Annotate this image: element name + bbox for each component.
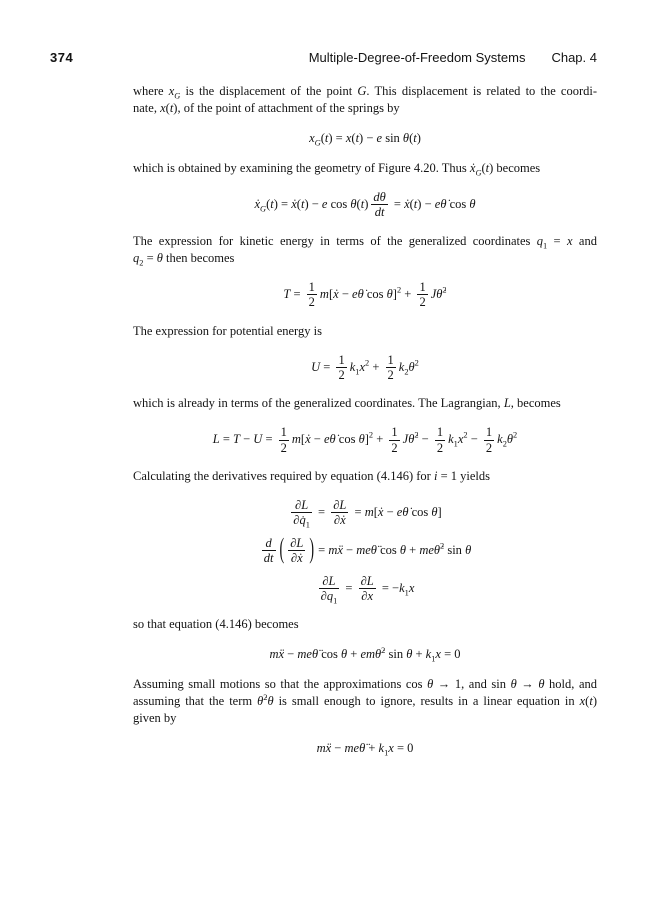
- text-line: Assuming small motions so that the approximations cos θ → 1, and sin θ → θ hold, and: [133, 677, 598, 692]
- text-line: assuming that the term θ̇$^2$θ is small enough to ignore, results in a linear equation in x(t): [133, 693, 597, 709]
- equation-motion-linear: mẍ − meθ̈ + $k_1x = 0$: [316, 741, 414, 758]
- header-right: [309, 50, 597, 65]
- equation-lagrangian: L = T − U = $\frac{1}{2}$ m[ẋ − eθ̇ cos θ]$^2$ + $\frac{1}{2}$ Jθ̇$^2$ − $\frac{1}{2}$ $k_1x^2$ − $\frac{1}{2}$ $k_2\theta^2$: [212, 425, 518, 455]
- equation-dL-dqdot: $\frac{\partial L}{\partial q̇_1}$ = $\frac{\partial L}{\text{∂ẋ}}$ = m[ẋ − eθ̇ cos θ]: [293, 498, 442, 530]
- paragraph-small-motions: [133, 676, 597, 727]
- paragraph-displacement: [133, 83, 597, 117]
- paragraph-derivatives: Calculating the derivatives required by equation (4.146) for i = 1 yields: [133, 469, 490, 483]
- running-title: Multiple-Degree-of-Freedom Systems: [308, 50, 526, 65]
- paragraph-lagrangian: which is already in terms of the generalized coordinates. The Lagrangian, L, becomes: [133, 396, 561, 411]
- chapter-label: Chap. 4: [551, 50, 597, 65]
- page-content: [133, 83, 597, 757]
- equation-ddt-dL-dxdot: $\frac{d}{dt}$ ( $\frac{\partial L}{\text{∂ẋ}}$ ) = mẍ − meθ̈ cos θ + meθ̇$^2$ sin θ: [263, 535, 472, 566]
- paragraph-eq-becomes: so that equation (4.146) becomes: [133, 617, 299, 632]
- text-line: given by: [133, 711, 177, 726]
- text-line: The expression for kinetic energy in terms of the generalized coordinates $q_1 = x$ and: [133, 233, 597, 251]
- equation-dL-dq: $\frac{\partial L}{\partial q_1}$ = $\frac{\partial L}{\partial x}$ = $-k_1x$: [320, 573, 415, 606]
- text-line: nate, x(t), of the point of attachment of the springs by: [133, 101, 400, 115]
- paragraph-kinetic-energy: [133, 233, 597, 267]
- text-line: where $x_G$ is the displacement of the point G. This displacement is related to the coordi-: [133, 84, 597, 101]
- paragraph-geometry: which is obtained by examining the geometry of Figure 4.20. Thus ẋ$_G$(t) becomes: [133, 161, 541, 178]
- paragraph-potential-energy: The expression for potential energy is: [133, 323, 322, 338]
- text-line: $q_2 = \theta$ then becomes: [133, 250, 235, 268]
- page-number: 374: [50, 50, 74, 65]
- equation-motion-nonlinear: mẍ − meθ̈ cos θ + emθ̇$^2$ $\sin \theta + k_1x = 0$: [269, 646, 461, 664]
- equation-kinetic-energy: T = $\frac{1}{2}$ m[ẋ − eθ̇ cos θ]$^2$ + $\frac{1}{2}$ Jθ̇$^2$: [283, 279, 447, 310]
- page-header: [50, 50, 597, 65]
- equation-potential-energy: U = $\frac{1}{2}$ $k_1x^2$ + $\frac{1}{2}$ $k_2\theta^2$: [311, 352, 419, 382]
- equation-xg: $x_G(t) = x(t) - e$ sin θ(t): [309, 131, 421, 148]
- equation-xg-dot: ẋ$_G$(t) = ẋ(t) − e cos θ(t) $\frac{d\theta}{dt}$ = ẋ(t) − eθ̇ cos θ: [254, 190, 476, 220]
